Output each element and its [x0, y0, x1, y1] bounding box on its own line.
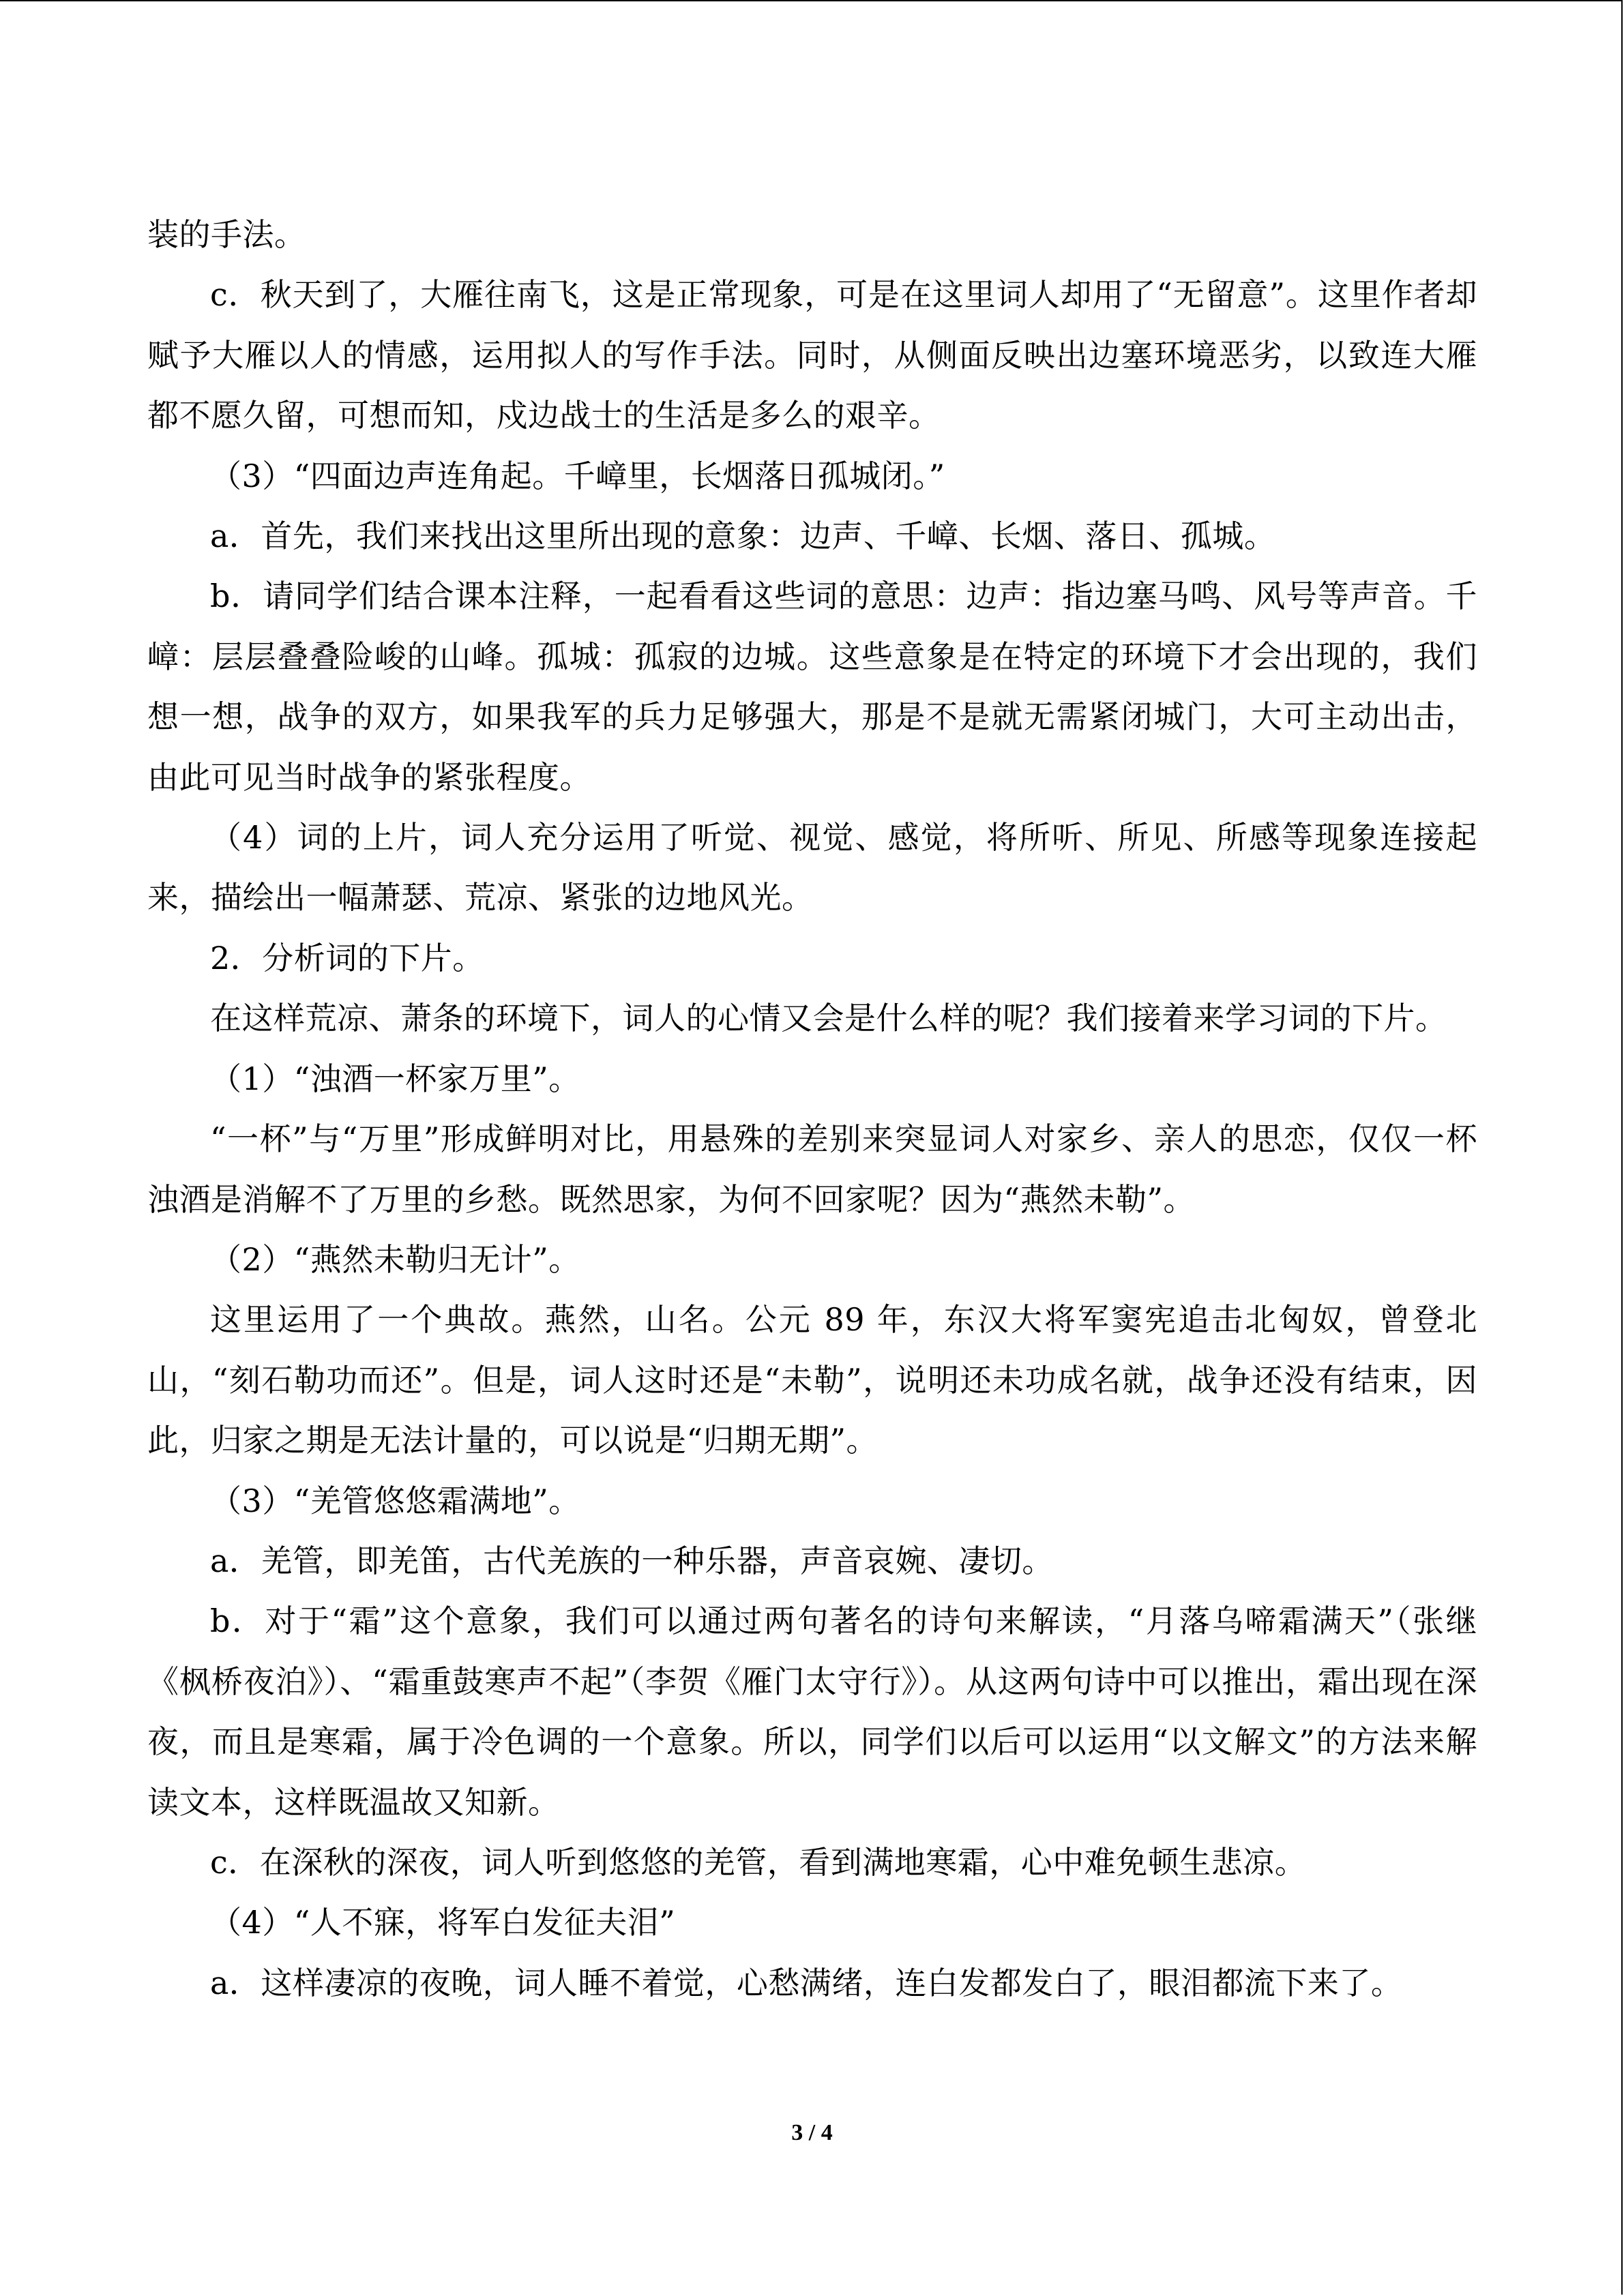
section-heading: （4）“人不寐，将军白发征夫泪” [210, 1904, 676, 1941]
section-heading: （3）“羌管悠悠霜满地”。 [210, 1482, 580, 1519]
page-number: 3 / 4 [791, 2120, 833, 2145]
section-heading: 2．分析词的下片。 [210, 939, 484, 976]
paragraph: 装的手法。 [147, 216, 306, 253]
section-heading: （1）“浊酒一杯家万里”。 [210, 1060, 580, 1097]
paragraph: 在这样荒凉、萧条的环境下，词人的心情又会是什么样的呢？我们接着来学习词的下片。 [210, 1000, 1447, 1037]
paragraph: c．秋天到了，大雁往南飞，这是正常现象，可是在这里词人却用了“无留意”。这里作者却赋予大雁以人的情感，运用拟人的写作手法。同时，从侧面反映出边塞环境恶劣，以致连大雁都不愿久留，可想而知，戍边战士的生活是多么的艰辛。 [147, 276, 1477, 434]
paragraph: a．羌管，即羌笛，古代羌族的一种乐器，声音哀婉、凄切。 [210, 1542, 1054, 1579]
section-heading: （3）“四面边声连角起。千嶂里，长烟落日孤城闭。” [210, 457, 945, 494]
paragraph: b．请同学们结合课本注释，一起看看这些词的意思：边声：指边塞马鸣、风号等声音。千嶂：层层叠叠险峻的山峰。孤城：孤寂的边城。这些意象是在特定的环境下才会出现的，我们想一想，战争的双方，如果我军的兵力足够强大，那是不是就无需紧闭城门，大可主动出击，由此可见当时战争的紧张程度。 [147, 578, 1477, 796]
paragraph: b．对于“霜”这个意象，我们可以通过两句著名的诗句来解读，“月落乌啼霜满天”（张继《枫桥夜泊》）、“霜重鼓寒声不起”（李贺《雁门太守行》）。从这两句诗中可以推出，霜出现在深夜，而且是寒霜，属于冷色调的一个意象。所以，同学们以后可以运用“以文解文”的方法来解读文本，这样既温故又知新。 [147, 1602, 1477, 1821]
paragraph: a．首先，我们来找出这里所出现的意象：边声、千嶂、长烟、落日、孤城。 [210, 518, 1276, 555]
paragraph: c．在深秋的深夜，词人听到悠悠的羌管，看到满地寒霜，心中难免顿生悲凉。 [210, 1843, 1307, 1881]
paragraph: “一杯”与“万里”形成鲜明对比，用悬殊的差别来突显词人对家乡、亲人的思恋，仅仅一杯浊酒是消解不了万里的乡愁。既然思家，为何不回家呢？因为“燕然未勒”。 [147, 1120, 1477, 1218]
paragraph: 这里运用了一个典故。燕然，山名。公元 89 年，东汉大将军窦宪追击北匈奴，曾登北山，“刻石勒功而还”。但是，词人这时还是“未勒”，说明还未功成名就，战争还没有结束，因此，归家之期是无法计量的，可以说是“归期无期”。 [147, 1301, 1477, 1459]
document-body [147, 205, 1477, 2013]
paragraph: （4）词的上片，词人充分运用了听觉、视觉、感觉，将所听、所见、所感等现象连接起来，描绘出一幅萧瑟、荒凉、紧张的边地风光。 [147, 819, 1477, 916]
paragraph: a．这样凄凉的夜晚，词人睡不着觉，心愁满绪，连白发都发白了，眼泪都流下来了。 [210, 1964, 1403, 2001]
section-heading: （2）“燕然未勒归无计”。 [210, 1240, 580, 1278]
